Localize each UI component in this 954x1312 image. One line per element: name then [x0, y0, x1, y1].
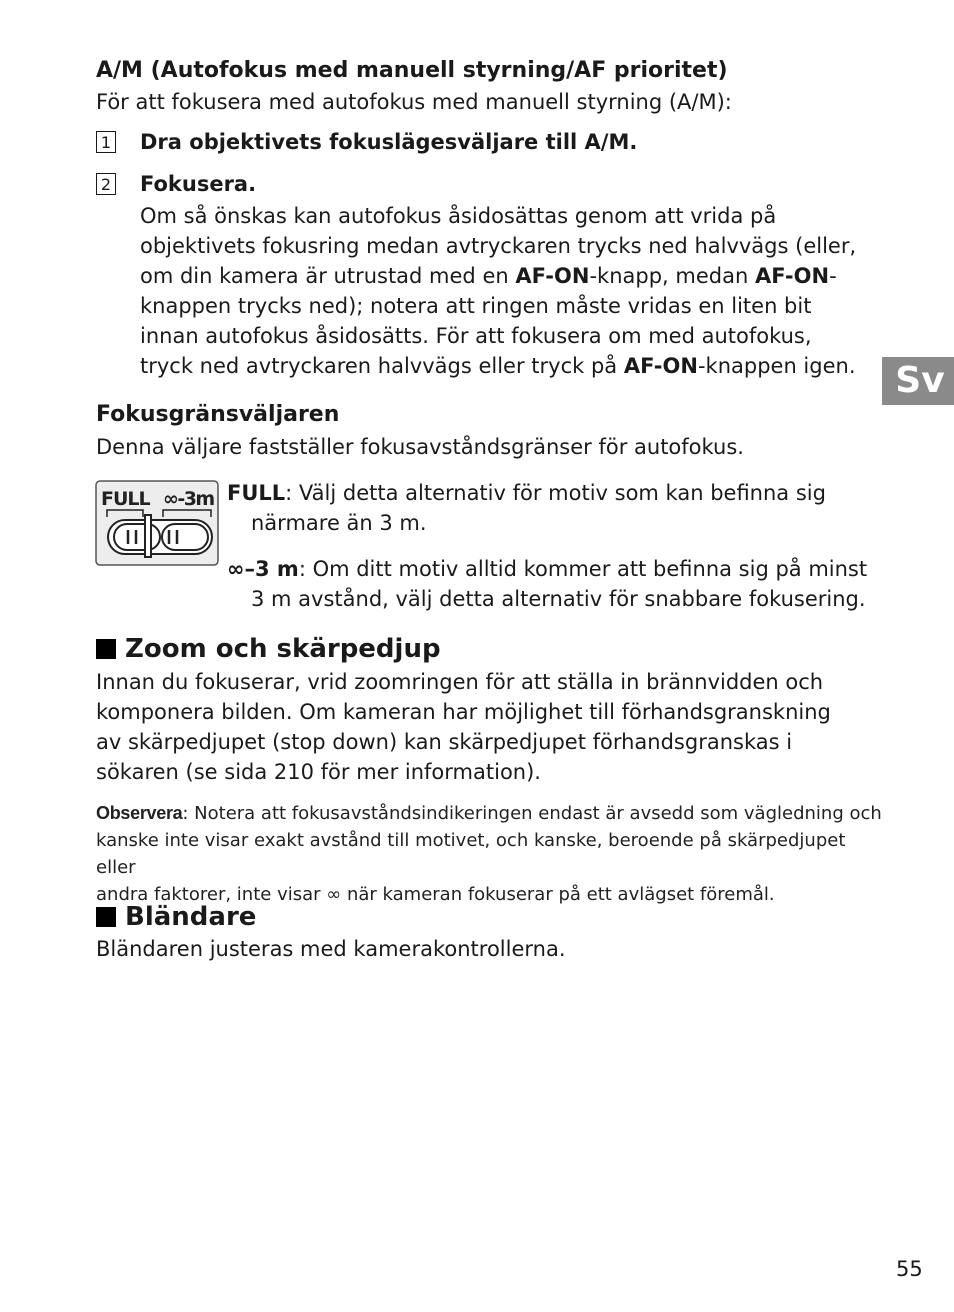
page-number: 55: [896, 1257, 923, 1281]
note-block: Observera: Notera att fokusavståndsindikeringen endast är avsedd som vägledning och kanske inte visar exakt avstånd till motivet, och kanske, beroende på skärpedjupet eller andra faktorer, inte visar ∞ när kameran fokuserar på ett avlägset föremål.: [96, 803, 882, 905]
zoom-heading: Zoom och skärpedjup: [96, 634, 441, 664]
aperture-heading: Bländare: [96, 902, 256, 932]
am-heading: A/M (Autofokus med manuell styrning/AF prioritet): [96, 58, 728, 83]
language-tab: Sv: [882, 357, 954, 405]
am-intro: För att fokusera med autofokus med manuell styrning (A/M):: [96, 90, 732, 114]
switch-label-infinity: ∞-3m: [163, 488, 214, 510]
note-label: Observera: [96, 803, 183, 823]
focus-limit-switch-illustration: [95, 480, 219, 566]
limiter-option-full: FULL: Välj detta alternativ för motiv som kan befinna sig närmare än 3 m.: [227, 481, 826, 535]
step-1-number: 1: [96, 131, 116, 153]
aperture-text: Bländaren justeras med kamerakontrollerna.: [96, 937, 566, 961]
step-2-number: 2: [96, 173, 116, 195]
section-square-icon: [96, 639, 116, 659]
zoom-text: Innan du fokuserar, vrid zoomringen för att ställa in brännvidden och komponera bilden. Om kameran har möjlighet till förhandsgranskning av skärpedjupet (stop down) kan skärpedjupet förhandsgranskas i sökaren (se sida 210 för mer information).: [96, 670, 831, 784]
switch-label-full: FULL: [101, 488, 150, 510]
limiter-intro: Denna väljare fastställer fokusavståndsgränser för autofokus.: [96, 435, 744, 459]
step-2-title: Fokusera.: [140, 172, 257, 196]
section-square-icon: [96, 907, 116, 927]
step-1-text: Dra objektivets fokuslägesväljare till A/M.: [140, 130, 638, 154]
step-2-body: Om så önskas kan autofokus åsidosättas genom att vrida på objektivets fokusring medan avtryckaren trycks ned halvvägs (eller, om din kamera är utrustad med en AF-ON-knapp, medan AF-ON-knappen trycks ned); notera att ringen måste vridas en liten bit innan autofokus åsidosätts. För att fokusera om med autofokus, tryck ned avtryckaren halvvägs eller tryck på AF-ON-knappen igen.: [140, 204, 857, 378]
limiter-option-infinity: ∞–3 m: Om ditt motiv alltid kommer att befinna sig på minst 3 m avstånd, välj detta alternativ för snabbare fokusering.: [227, 557, 868, 611]
limiter-heading: Fokusgränsväljaren: [96, 402, 340, 427]
